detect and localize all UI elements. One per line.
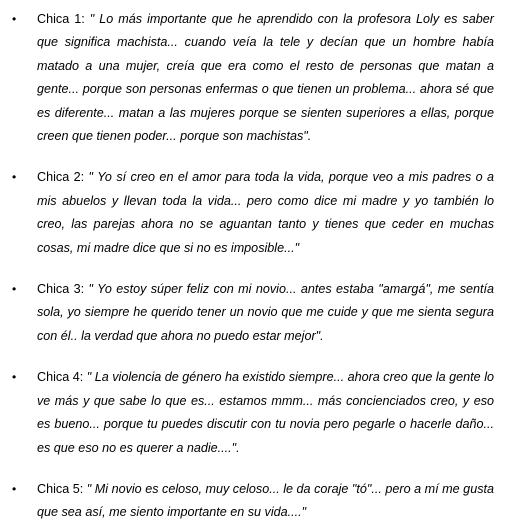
quote-text: " Lo más importante que he aprendido con la profesora Loly es saber que significa machista... cuando veía la tele y decían que un hombre había matado a una mujer, creía que era como el resto de personas que matan a gente... porque son personas enfermas o que tienen un problema... ahora sé que es diferente... matan a las mujeres porque se sienten superiores a ellas, porque creen que tienen poder... porque son machistas". xyxy=(37,12,494,144)
speaker-label: Chica 1: xyxy=(37,12,85,26)
quote-text: " La violencia de género ha existido siempre... ahora creo que la gente lo ve más y que sabe lo que es... estamos mmm... más concienciados creo, y eso es bueno... porque tu puedes discutir con tu novia pero pegarle o hacerle daño... es que eso no es querer a nadie....". xyxy=(37,370,495,455)
speaker-label: Chica 4: xyxy=(37,370,84,385)
quote-text: " Yo estoy súper feliz con mi novio... antes estaba "amargá", me sentía sola, yo siempre he querido tener un novio que me cuide y que me sienta segura con él.. la verdad que ahora no puedo estar mejor". xyxy=(37,282,495,343)
speaker-label: Chica 2: xyxy=(37,170,85,185)
speaker-label: Chica 3: xyxy=(37,282,85,297)
bullet-icon: • xyxy=(12,370,17,385)
list-item-chica-3 xyxy=(10,278,494,348)
list-item-chica-2 xyxy=(10,166,494,260)
testimony-list xyxy=(10,8,494,525)
bullet-icon: • xyxy=(12,282,17,297)
bullet-icon: • xyxy=(12,170,17,185)
list-item-chica-5 xyxy=(10,478,494,525)
list-item-chica-4 xyxy=(10,366,494,460)
bullet-icon: • xyxy=(12,12,17,26)
quote-text: " Yo sí creo en el amor para toda la vida, porque veo a mis padres o a mis abuelos y llevan toda la vida... pero como dice mi madre y yo también lo creo, las parejas ahora no se aguantan tanto y tienes que ceder en muchas cosas, mi madre dice que si no es imposible..." xyxy=(37,170,495,255)
list-item-chica-1 xyxy=(10,8,494,148)
speaker-label: Chica 5: xyxy=(37,481,84,496)
quote-text: " Mi novio es celoso, muy celoso... le da coraje "tó"... pero a mí me gusta que sea así, me siento importante en su vida...." xyxy=(37,481,494,520)
bullet-icon: • xyxy=(12,481,17,496)
